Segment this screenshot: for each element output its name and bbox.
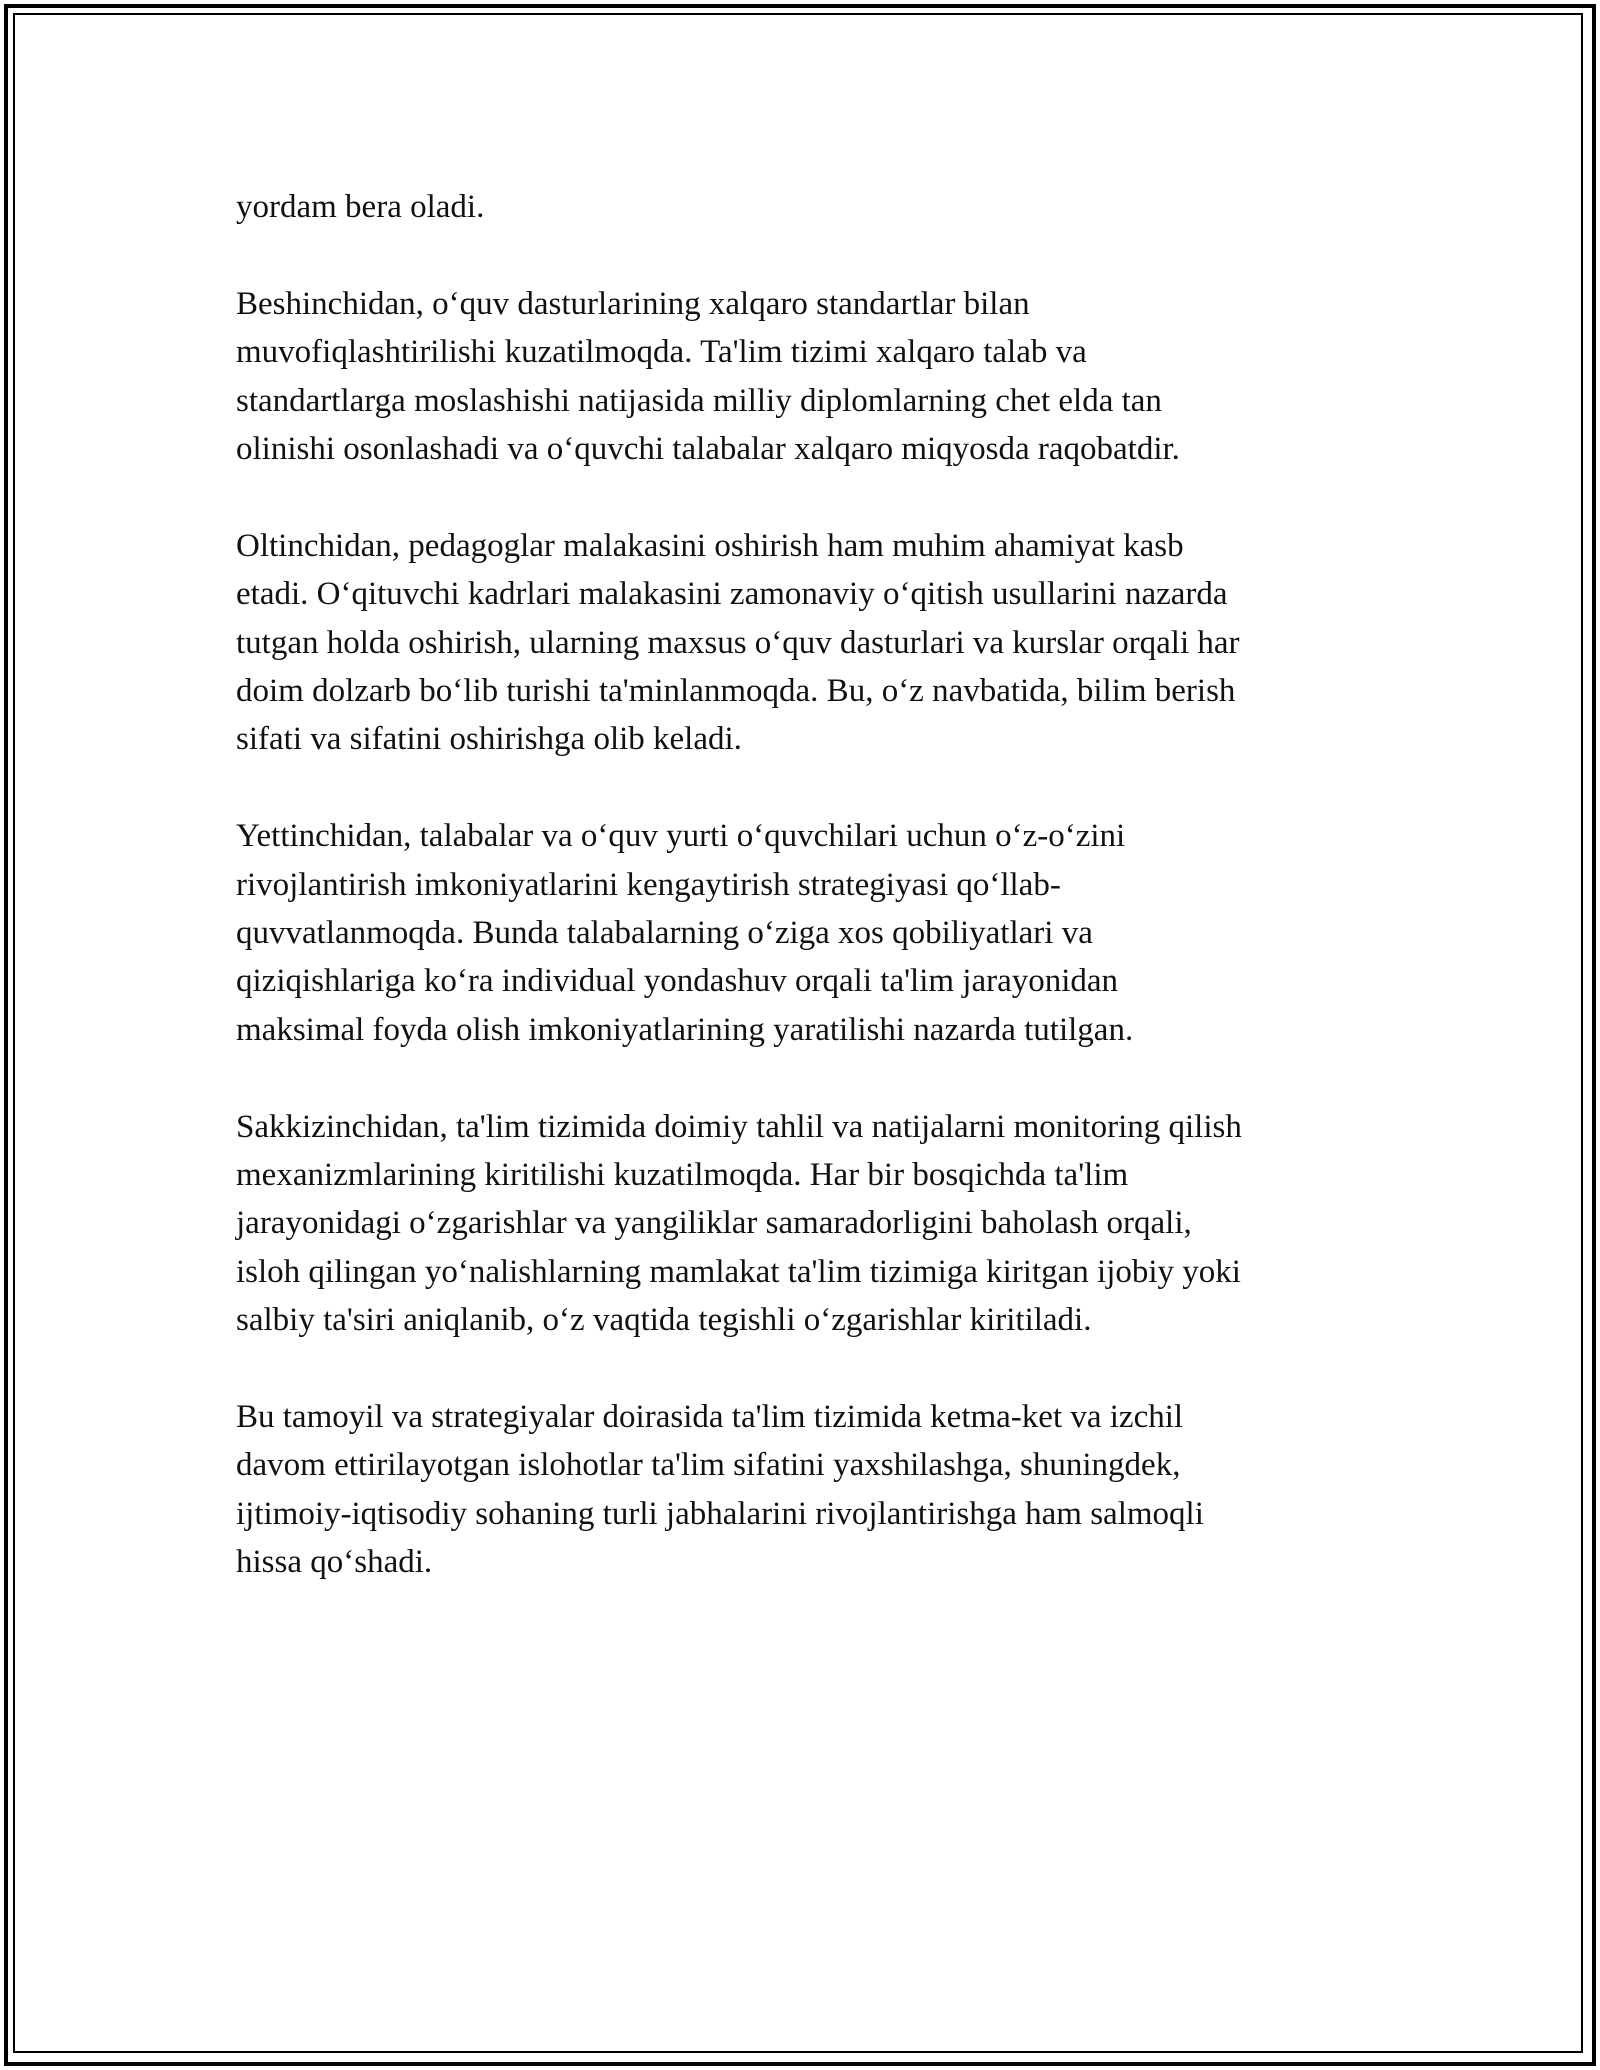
paragraph-seventh: Yettinchidan, talabalar va o‘quv yurti o‘quvchilari uchun o‘z-o‘zini rivojlantirish imkoniyatlarini kengaytirish strategiyasi qo‘llab- quvvatlanmoqda. Bunda talabalarning o‘ziga xos qobiliyatlari va qiziqishlariga ko‘ra individual yondashuv orqali ta'lim jarayonidan maksimal foyda olish imkoniyatlarining yaratilishi nazarda tutilgan.: [236, 818, 1134, 1048]
paragraph-fifth: Beshinchidan, o‘quv dasturlarining xalqaro standartlar bilan muvofiqlashtirilishi kuzatilmoqda. Ta'lim tizimi xalqaro talab va standartlarga moslashishi natijasida milliy diplomlarning chet elda tan olinishi osonlashadi va o‘quvchi talabalar xalqaro miqyosda raqobatdir.: [236, 285, 1180, 468]
paragraph-eighth: Sakkizinchidan, ta'lim tizimida doimiy tahlil va natijalarni monitoring qilish mexanizmlarining kiritilishi kuzatilmoqda. Har bir bosqichda ta'lim jarayonidagi o‘zgarishlar va yangiliklar samaradorligini baholash orqali, isloh qilingan yo‘nalishlarning mamlakat ta'lim tizimiga kiritgan ijobiy yoki salbiy ta'siri aniqlanib, o‘z vaqtida tegishli o‘zgarishlar kiritiladi.: [236, 1108, 1242, 1339]
document-body: [236, 183, 1376, 1635]
paragraph-sixth: Oltinchidan, pedagoglar malakasini oshirish ham muhim ahamiyat kasb etadi. O‘qituvchi kadrlari malakasini zamonaviy o‘qitish usullarini nazarda tutgan holda oshirish, ularning maxsus o‘quv dasturlari va kurslar orqali har doim dolzarb bo‘lib turishi ta'minlanmoqda. Bu, o‘z navbatida, bilim berish sifati va sifatini oshirishga olib keladi.: [236, 527, 1240, 758]
paragraph-continuation: yordam bera oladi.: [236, 189, 485, 225]
paragraph-conclusion: Bu tamoyil va strategiyalar doirasida ta'lim tizimida ketma-ket va izchil davom ettirilayotgan islohotlar ta'lim sifatini yaxshilashga, shuningdek, ijtimoiy-iqtisodiy sohaning turli jabhalarini rivojlantirishga ham salmoqli hissa qo‘shadi.: [236, 1399, 1204, 1581]
